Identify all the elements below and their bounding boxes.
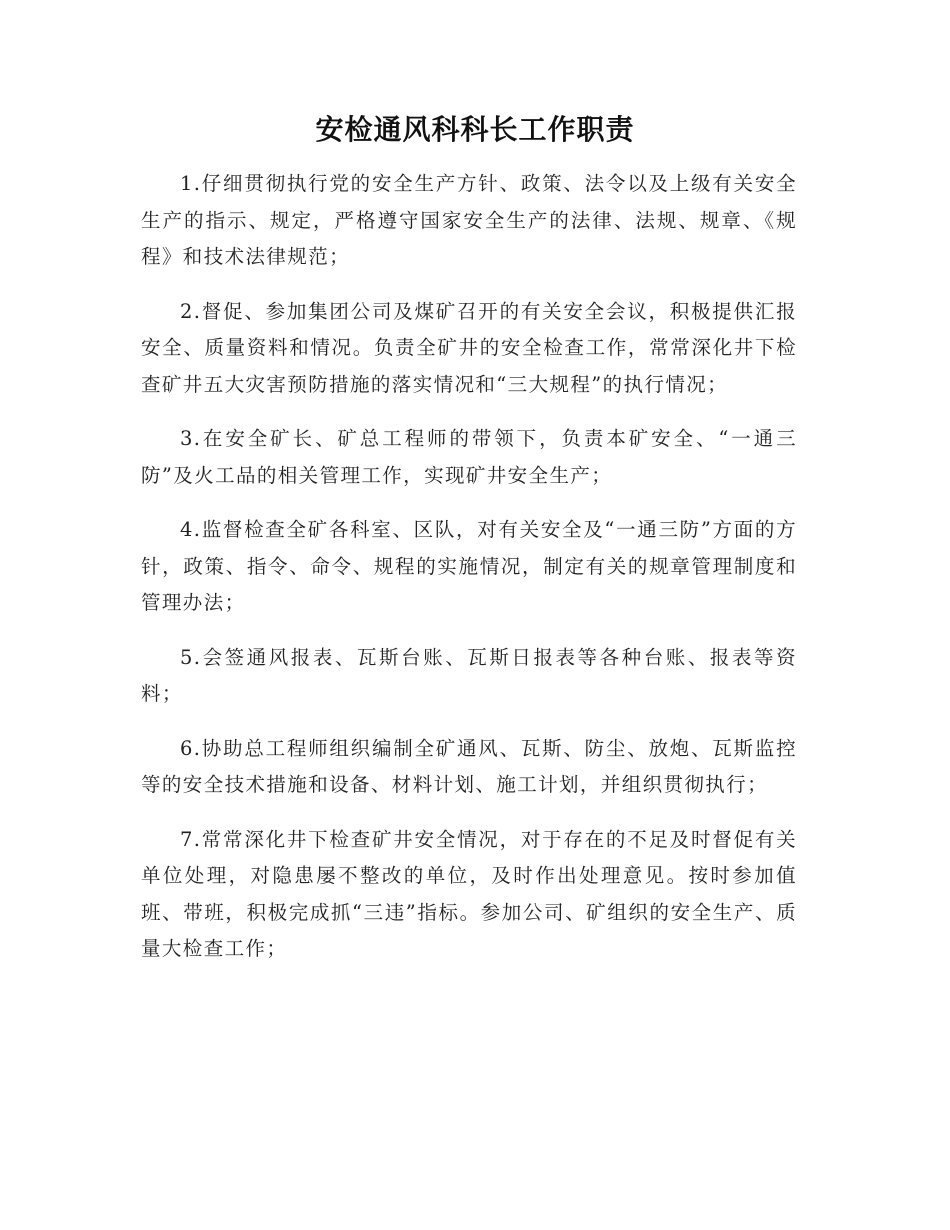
duty-paragraph-1: 1.仔细贯彻执行党的安全生产方针、政策、法令以及上级有关安全生产的指示、规定，严格遵守国家安全生产的法律、法规、规章、《规程》和技术法律规范； xyxy=(141,172,797,268)
document-title: 安检通风科科长工作职责 xyxy=(315,113,635,146)
duty-paragraph-5: 5.会签通风报表、瓦斯台账、瓦斯日报表等各种台账、报表等资料； xyxy=(141,645,797,705)
duty-paragraph-7: 7.常常深化井下检查矿井安全情况，对于存在的不足及时督促有关单位处理，对隐患屡不整改的单位，及时作出处理意见。按时参加值班、带班，积极完成抓“三违”指标。参加公司、矿组织的安全生产、质量大检查工作； xyxy=(141,827,797,960)
duty-paragraph-4: 4.监督检查全矿各科室、区队，对有关安全及“一通三防”方面的方针，政策、指令、命令、规程的实施情况，制定有关的规章管理制度和管理办法； xyxy=(141,518,797,614)
duty-paragraph-6: 6.协助总工程师组织编制全矿通风、瓦斯、防尘、放炮、瓦斯监控等的安全技术措施和设备、材料计划、施工计划，并组织贯彻执行； xyxy=(141,736,797,796)
document-body xyxy=(141,166,797,986)
duty-paragraph-3: 3.在安全矿长、矿总工程师的带领下，负责本矿安全、“一通三防”及火工品的相关管理工作，实现矿井安全生产； xyxy=(141,427,797,487)
duty-paragraph-2: 2.督促、参加集团公司及煤矿召开的有关安全会议，积极提供汇报安全、质量资料和情况。负责全矿井的安全检查工作，常常深化井下检查矿井五大灾害预防措施的落实情况和“三大规程”的执行情况； xyxy=(141,299,797,396)
